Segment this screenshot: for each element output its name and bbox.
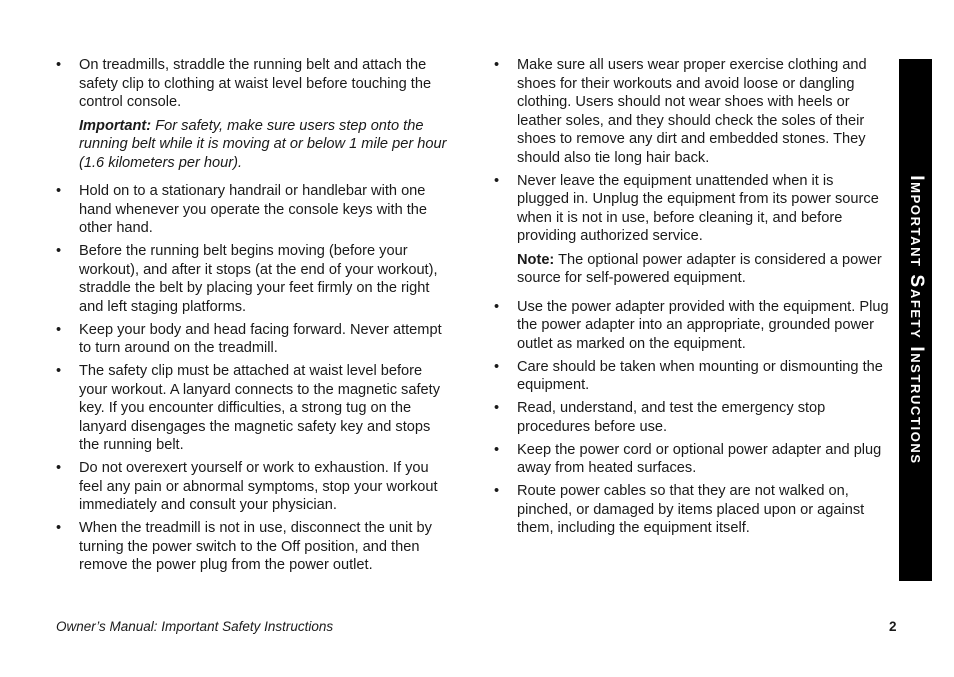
power-adapter-note	[494, 251, 889, 288]
note-label: Note:	[517, 251, 555, 268]
bullet-marker: •	[494, 400, 500, 416]
bullet-marker: •	[56, 183, 62, 199]
bullet-marker: •	[494, 172, 500, 189]
section-tab-label: Important Safety Instructions	[905, 175, 927, 465]
note-text: The optional power adapter is considered a power source for self-powered equipment.	[517, 251, 882, 286]
list-item	[494, 441, 889, 478]
bullet-marker: •	[56, 520, 62, 536]
bullet-marker: •	[56, 321, 62, 338]
bullet-marker: •	[494, 57, 500, 73]
list-item	[56, 56, 451, 112]
bullet-marker: •	[56, 57, 62, 73]
list-item-text: Read, understand, and test the emergency stop procedures before use.	[517, 400, 826, 435]
list-item-text: When the treadmill is not in use, disconnect the unit by turning the power switch to the Off position, and then remove the power plug from the power outlet.	[79, 520, 432, 573]
list-item	[494, 358, 889, 395]
footer-manual-title: Owner’s Manual: Important Safety Instructions	[56, 619, 334, 634]
list-item-text: Keep the power cord or optional power adapter and plug away from heated surfaces.	[517, 441, 882, 476]
list-item	[56, 362, 451, 455]
bullet-marker: •	[56, 243, 62, 259]
list-item-text: Make sure all users wear proper exercise clothing and shoes for their workouts and avoid loose or dangling clothing. Users should not wear shoes with heels or leather soles, and they should check the soles of their shoes to remove any dirt and embedded stones. They should also tie long hair back.	[517, 57, 867, 166]
important-label: Important:	[79, 117, 152, 134]
list-item	[494, 298, 889, 354]
page-number: 2	[889, 619, 897, 634]
list-item	[56, 321, 451, 358]
bullet-list	[494, 56, 889, 246]
bullet-marker: •	[494, 483, 500, 499]
list-item-text: Hold on to a stationary handrail or handlebar with one hand whenever you operate the console keys with the other hand.	[79, 183, 428, 236]
list-item-text: Care should be taken when mounting or dismounting the equipment.	[517, 358, 883, 393]
list-item	[494, 482, 889, 538]
bullet-list	[494, 298, 889, 538]
right-column	[494, 56, 889, 542]
bullet-list	[56, 182, 451, 575]
list-item-text: On treadmills, straddle the running belt and attach the safety clip to clothing at waist level before touching the control console.	[79, 57, 432, 110]
list-item-text: Keep your body and head facing forward. Never attempt to turn around on the treadmill.	[79, 321, 442, 356]
bullet-marker: •	[494, 298, 500, 315]
list-item-text: Route power cables so that they are not walked on, pinched, or damaged by items placed upon or against them, including the equipment itself.	[517, 483, 865, 536]
bullet-list	[56, 56, 451, 112]
list-item	[494, 172, 889, 246]
list-item	[494, 399, 889, 436]
list-item	[494, 56, 889, 167]
list-item	[56, 182, 451, 238]
list-item	[56, 242, 451, 316]
list-item	[56, 519, 451, 575]
list-item-text: Use the power adapter provided with the equipment. Plug the power adapter into an appropriate, grounded power outlet as marked on the equipment.	[517, 298, 889, 352]
section-tab	[899, 59, 932, 581]
left-column	[56, 56, 451, 579]
important-text: For safety, make sure users step onto the running belt while it is moving at or below 1 mile per hour (1.6 kilometers per hour).	[79, 117, 447, 171]
list-item-text: Do not overexert yourself or work to exhaustion. If you feel any pain or abnormal symptoms, stop your workout immediately and consult your physician.	[79, 460, 438, 513]
list-item-text: Never leave the equipment unattended when it is plugged in. Unplug the equipment from its power source when it is not in use, before cleaning it, and before providing authorized service.	[517, 172, 879, 244]
bullet-marker: •	[494, 441, 500, 458]
bullet-marker: •	[494, 358, 500, 375]
list-item-text: Before the running belt begins moving (before your workout), and after it stops (at the end of your workout), straddle the belt by placing your feet firmly on the right and left staging platforms.	[79, 243, 438, 315]
bullet-marker: •	[56, 363, 62, 379]
bullet-marker: •	[56, 460, 62, 476]
important-note	[56, 117, 451, 173]
list-item-text: The safety clip must be attached at waist level before your workout. A lanyard connects to the magnetic safety key. If you encounter difficulties, a strong tug on the lanyard disengages the magnetic safety key and stops the running belt.	[79, 363, 440, 453]
list-item	[56, 459, 451, 515]
